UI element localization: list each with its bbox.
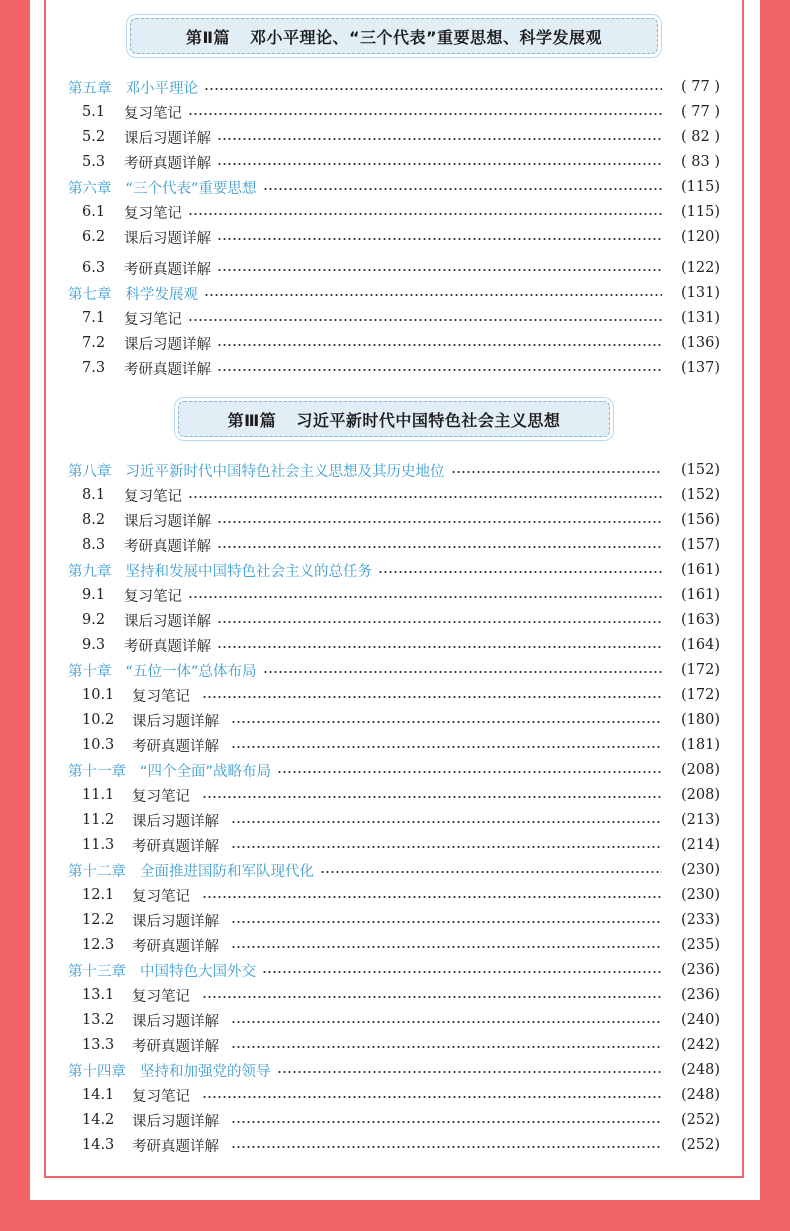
chapter-number: 第九章: [68, 563, 112, 580]
chapter-number: 第十章: [68, 663, 112, 680]
toc-chapter-entry[interactable]: [68, 176, 720, 198]
toc-section-entry[interactable]: [68, 1134, 720, 1156]
section-number: 7.3: [82, 360, 106, 376]
section-title: 考研真题详解: [124, 538, 211, 555]
toc-section-entry[interactable]: [68, 934, 720, 956]
page-number: (230): [681, 887, 720, 903]
dot-leader: [202, 796, 662, 798]
dot-leader: [202, 1096, 662, 1098]
dot-leader: [217, 138, 662, 140]
chapter-number: 第十一章: [68, 763, 126, 780]
page-number: (172): [681, 662, 720, 678]
dot-leader: [231, 1021, 662, 1023]
chapter-title: “五位一体”总体布局: [125, 663, 257, 680]
page-number: (242): [681, 1037, 720, 1053]
dot-leader: [262, 971, 662, 973]
page-number: (172): [681, 687, 720, 703]
section-title: 复习笔记: [124, 488, 182, 505]
toc-section-entry[interactable]: [68, 984, 720, 1006]
section-number: 5.3: [82, 154, 106, 170]
section-title: 复习笔记: [132, 688, 190, 705]
toc-section-entry[interactable]: [68, 484, 720, 506]
section-number: 11.1: [82, 787, 115, 803]
toc-section-entry[interactable]: [68, 584, 720, 606]
section-number: 7.1: [82, 310, 106, 326]
dot-leader: [202, 996, 662, 998]
dot-leader: [231, 721, 662, 723]
toc-chapter-entry[interactable]: [68, 859, 720, 881]
page-number: (131): [681, 310, 720, 326]
section-number: 13.3: [82, 1037, 115, 1053]
toc-section-entry[interactable]: [68, 734, 720, 756]
section-number: 8.1: [82, 487, 106, 503]
section-title: 课后习题详解: [124, 336, 211, 353]
chapter-title: 全面推进国防和军队现代化: [140, 863, 314, 880]
dot-leader: [231, 1046, 662, 1048]
toc-section-entry[interactable]: [68, 609, 720, 631]
section-number: 13.1: [82, 987, 115, 1003]
page-number: (252): [681, 1137, 720, 1153]
section-number: 11.3: [82, 837, 115, 853]
chapter-number: 第十三章: [68, 963, 126, 980]
toc-section-entry[interactable]: [68, 1109, 720, 1131]
section-title: 考研真题详解: [132, 938, 219, 955]
page-number: (163): [681, 612, 720, 628]
toc-chapter-entry[interactable]: [68, 959, 720, 981]
toc-section-entry[interactable]: [68, 509, 720, 531]
section-number: 10.1: [82, 687, 115, 703]
toc-section-entry[interactable]: [68, 226, 720, 248]
dot-leader: [277, 771, 662, 773]
toc-section-entry[interactable]: [68, 201, 720, 223]
dot-leader: [188, 213, 662, 215]
dot-leader: [217, 269, 662, 271]
page-number: (181): [681, 737, 720, 753]
page-number: (252): [681, 1112, 720, 1128]
section-title: 复习笔记: [124, 205, 182, 222]
toc-chapter-entry[interactable]: [68, 459, 720, 481]
toc-section-entry[interactable]: [68, 332, 720, 354]
toc-chapter-entry[interactable]: [68, 282, 720, 304]
dot-leader: [320, 871, 662, 873]
page-number: (208): [681, 787, 720, 803]
section-number: 12.1: [82, 887, 115, 903]
dot-leader: [231, 846, 662, 848]
toc-section-entry[interactable]: [68, 809, 720, 831]
dot-leader: [204, 294, 662, 296]
section-title: 考研真题详解: [132, 1138, 219, 1155]
toc-section-entry[interactable]: [68, 126, 720, 148]
toc-chapter-entry[interactable]: [68, 76, 720, 98]
toc-section-entry[interactable]: [68, 684, 720, 706]
part-2-tag: 第Ⅱ篇: [185, 27, 230, 47]
chapter-number: 第七章: [68, 286, 112, 303]
dot-leader: [231, 1121, 662, 1123]
toc-section-entry[interactable]: [68, 884, 720, 906]
part-3-banner: [178, 401, 610, 437]
section-number: 14.1: [82, 1087, 115, 1103]
toc-section-entry[interactable]: [68, 151, 720, 173]
dot-leader: [217, 238, 662, 240]
section-title: 考研真题详解: [132, 1038, 219, 1055]
toc-chapter-entry[interactable]: [68, 659, 720, 681]
dot-leader: [231, 821, 662, 823]
toc-chapter-entry[interactable]: [68, 1059, 720, 1081]
page-number: ( 77 ): [681, 104, 720, 120]
page-number: (152): [681, 487, 720, 503]
section-number: 6.3: [82, 260, 106, 276]
page-number: (230): [681, 862, 720, 878]
dot-leader: [202, 696, 662, 698]
page-number: (214): [681, 837, 720, 853]
dot-leader: [217, 521, 662, 523]
page-number: ( 83 ): [681, 154, 720, 170]
dot-leader: [217, 369, 662, 371]
page-number: (131): [681, 285, 720, 301]
section-number: 10.2: [82, 712, 115, 728]
section-number: 8.2: [82, 512, 106, 528]
section-title: 复习笔记: [124, 105, 182, 122]
dot-leader: [202, 896, 662, 898]
toc-section-entry[interactable]: [68, 257, 720, 279]
toc-section-entry[interactable]: [68, 784, 720, 806]
section-title: 复习笔记: [132, 988, 190, 1005]
dot-leader: [217, 646, 662, 648]
section-number: 14.2: [82, 1112, 115, 1128]
page-number: (115): [681, 204, 720, 220]
section-number: 14.3: [82, 1137, 115, 1153]
toc-section-entry[interactable]: [68, 1009, 720, 1031]
section-title: 考研真题详解: [124, 638, 211, 655]
section-title: 复习笔记: [132, 788, 190, 805]
section-title: 考研真题详解: [124, 361, 211, 378]
dot-leader: [231, 1146, 662, 1148]
section-title: 课后习题详解: [124, 130, 211, 147]
section-number: 5.2: [82, 129, 106, 145]
chapter-number: 第八章: [68, 463, 112, 480]
dot-leader: [217, 546, 662, 548]
chapter-number: 第十四章: [68, 1063, 126, 1080]
dot-leader: [217, 163, 662, 165]
section-number: 7.2: [82, 335, 106, 351]
section-title: 课后习题详解: [132, 1013, 219, 1030]
page-number: (115): [681, 179, 720, 195]
chapter-title: 科学发展观: [125, 286, 198, 303]
toc-section-entry[interactable]: [68, 634, 720, 656]
dot-leader: [231, 921, 662, 923]
section-number: 11.2: [82, 812, 115, 828]
toc-section-entry[interactable]: [68, 709, 720, 731]
section-number: 6.2: [82, 229, 106, 245]
chapter-number: 第十二章: [68, 863, 126, 880]
section-title: 复习笔记: [132, 1088, 190, 1105]
part-2-banner: [130, 18, 658, 54]
toc-chapter-entry[interactable]: [68, 759, 720, 781]
page-number: ( 82 ): [681, 129, 720, 145]
dot-leader: [231, 746, 662, 748]
section-title: 课后习题详解: [124, 230, 211, 247]
section-title: 复习笔记: [124, 311, 182, 328]
page-number: (233): [681, 912, 720, 928]
page-number: (136): [681, 335, 720, 351]
part-2-title: 邓小平理论、“三个代表”重要思想、科学发展观: [250, 27, 603, 47]
toc-section-entry[interactable]: [68, 1084, 720, 1106]
page-number: (236): [681, 987, 720, 1003]
dot-leader: [188, 113, 662, 115]
page-number: (161): [681, 587, 720, 603]
chapter-title: 坚持和发展中国特色社会主义的总任务: [125, 563, 372, 580]
chapter-number: 第五章: [68, 80, 112, 97]
section-title: 课后习题详解: [124, 513, 211, 530]
dot-leader: [277, 1071, 663, 1073]
section-title: 课后习题详解: [132, 713, 219, 730]
dot-leader: [217, 344, 662, 346]
page-number: (164): [681, 637, 720, 653]
toc-section-entry[interactable]: [68, 834, 720, 856]
toc-chapter-entry[interactable]: [68, 559, 720, 581]
section-number: 12.2: [82, 912, 115, 928]
chapter-title: 坚持和加强党的领导: [140, 1063, 271, 1080]
dot-leader: [188, 496, 662, 498]
toc-section-entry[interactable]: [68, 307, 720, 329]
page-number: (152): [681, 462, 720, 478]
page-number: (122): [681, 260, 720, 276]
page-number: (180): [681, 712, 720, 728]
section-title: 考研真题详解: [124, 155, 211, 172]
section-number: 9.1: [82, 587, 106, 603]
toc-section-entry[interactable]: [68, 1034, 720, 1056]
dot-leader: [263, 671, 662, 673]
section-title: 考研真题详解: [132, 838, 219, 855]
page-number: (137): [681, 360, 720, 376]
section-number: 5.1: [82, 104, 106, 120]
section-number: 8.3: [82, 537, 106, 553]
part-3-tag: 第Ⅲ篇: [227, 410, 277, 430]
section-title: 课后习题详解: [132, 1113, 219, 1130]
toc-section-entry[interactable]: [68, 101, 720, 123]
dot-leader: [231, 946, 662, 948]
page-number: (156): [681, 512, 720, 528]
dot-leader: [188, 596, 662, 598]
page-number: (120): [681, 229, 720, 245]
section-title: 复习笔记: [124, 588, 182, 605]
chapter-title: “三个代表”重要思想: [125, 180, 257, 197]
chapter-title: 中国特色大国外交: [140, 963, 256, 980]
chapter-number: 第六章: [68, 180, 112, 197]
part-3-title: 习近平新时代中国特色社会主义思想: [296, 410, 561, 430]
section-title: 复习笔记: [132, 888, 190, 905]
section-title: 课后习题详解: [124, 613, 211, 630]
page-number: (236): [681, 962, 720, 978]
toc-section-entry[interactable]: [68, 357, 720, 379]
section-title: 考研真题详解: [132, 738, 219, 755]
section-number: 9.2: [82, 612, 106, 628]
toc-section-entry[interactable]: [68, 534, 720, 556]
section-title: 课后习题详解: [132, 913, 219, 930]
page-number: (161): [681, 562, 720, 578]
page-number: (235): [681, 937, 720, 953]
page-number: (157): [681, 537, 720, 553]
section-number: 12.3: [82, 937, 115, 953]
section-title: 课后习题详解: [132, 813, 219, 830]
dot-leader: [263, 188, 662, 190]
page-number: (248): [681, 1087, 720, 1103]
page-number: (248): [681, 1062, 720, 1078]
section-number: 6.1: [82, 204, 106, 220]
page-number: (240): [681, 1012, 720, 1028]
section-number: 9.3: [82, 637, 106, 653]
dot-leader: [451, 471, 663, 473]
section-number: 10.3: [82, 737, 115, 753]
dot-leader: [204, 88, 662, 90]
chapter-title: “四个全面”战略布局: [140, 763, 272, 780]
section-title: 考研真题详解: [124, 261, 211, 278]
chapter-title: 习近平新时代中国特色社会主义思想及其历史地位: [125, 463, 445, 480]
page-number: ( 77 ): [681, 79, 720, 95]
chapter-title: 邓小平理论: [125, 80, 198, 97]
dot-leader: [188, 319, 662, 321]
dot-leader: [378, 571, 662, 573]
toc-section-entry[interactable]: [68, 909, 720, 931]
page-number: (208): [681, 762, 720, 778]
dot-leader: [217, 621, 662, 623]
page-number: (213): [681, 812, 720, 828]
section-number: 13.2: [82, 1012, 115, 1028]
